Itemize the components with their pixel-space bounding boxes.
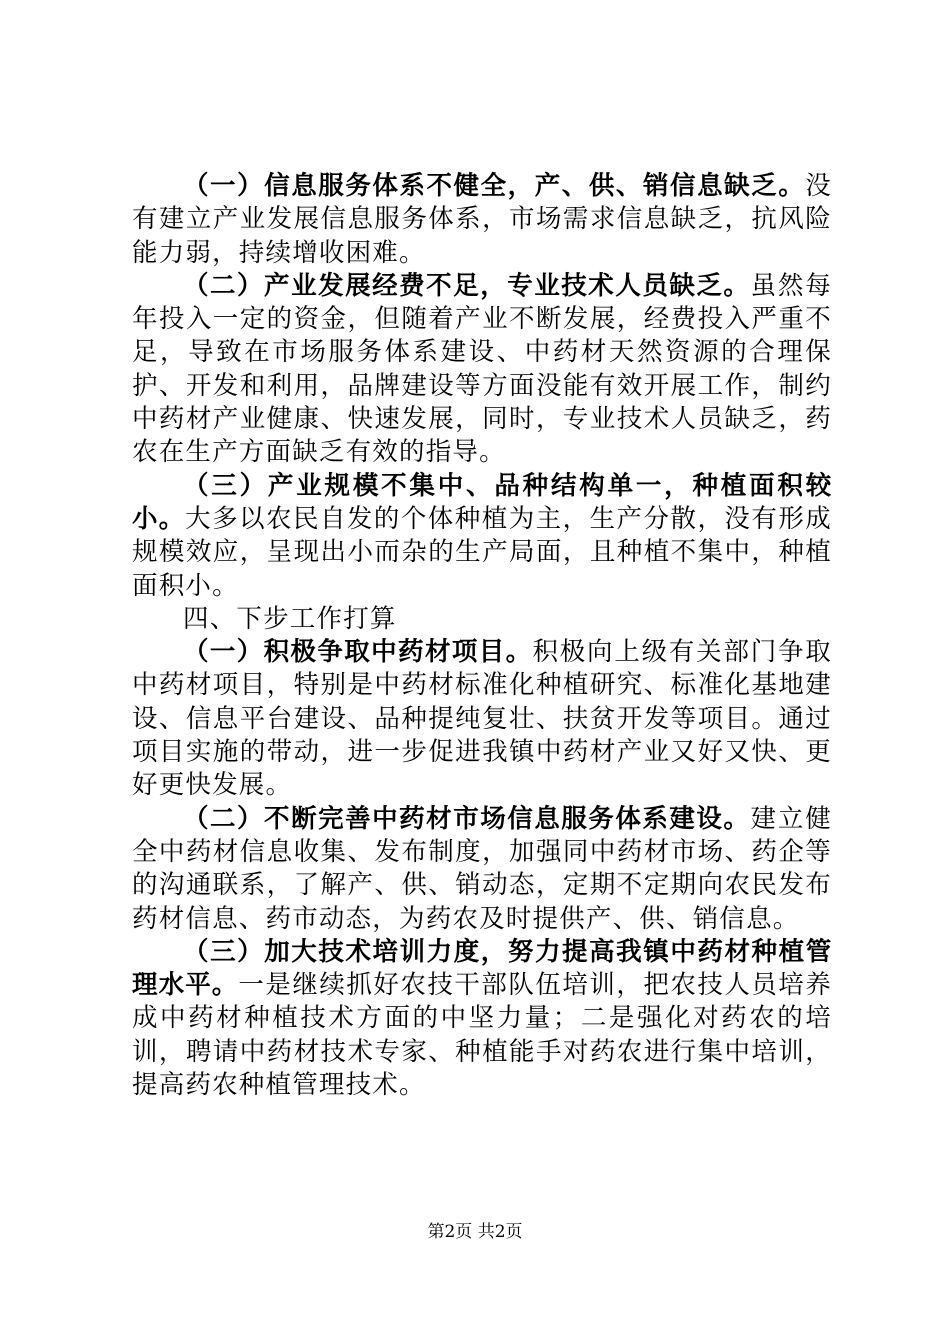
document-body — [132, 170, 832, 1102]
paragraph-technical-training — [132, 936, 832, 1102]
paragraph-lead: （二）不断完善中药材市场信息服务体系建设。 — [183, 803, 751, 834]
paragraph-seek-projects — [132, 636, 832, 802]
paragraph-lead: （一）信息服务体系不健全，产、供、销信息缺乏。 — [183, 171, 806, 201]
section-heading: 四、下步工作打算 — [183, 603, 397, 634]
paragraph-lead: （二）产业发展经费不足，专业技术人员缺乏。 — [183, 270, 751, 301]
paragraph-industry-scale — [132, 470, 832, 603]
paragraph-text: 建立健全中药材信息收集、发布制度，加强同中药材市场、药企等的沟通联系，了解产、供、销动态，定期不定期向农民发布药材信息、药市动态，为药农及时提供产、供、销信息。 — [132, 803, 832, 934]
paragraph-market-info-system — [132, 803, 832, 936]
paragraph-lead: （三）加大技术培训力度，努力提高我镇中药材种植管理水平。 — [132, 936, 832, 1001]
paragraph-text: 一是继续抓好农技干部队伍培训，把农技人员培养成中药材种植技术方面的中坚力量；二是强化对药农的培训，聘请中药材技术专家、种植能手对药农进行集中培训，提高药农种植管理技术。 — [132, 970, 832, 1101]
paragraph-text: 大多以农民自发的个体种植为主，生产分散，没有形成规模效应，呈现出小而杂的生产局面，且种植不集中，种植面积小。 — [132, 503, 832, 601]
paragraph-funding-shortage — [132, 270, 832, 470]
paragraph-text: 没有建立产业发展信息服务体系，市场需求信息缺乏，抗风险能力弱，持续增收困难。 — [132, 171, 832, 268]
paragraph-lead: （三）产业规模不集中、品种结构单一，种植面积较小。 — [132, 470, 832, 534]
paragraph-text: 虽然每年投入一定的资金，但随着产业不断发展，经费投入严重不足，导致在市场服务体系建设、中药材天然资源的合理保护、开发和利用，品牌建设等方面没能有效开展工作，制约中药材产业健康、快速发展，同时，专业技术人员缺乏，药农在生产方面缺乏有效的指导。 — [132, 270, 832, 468]
paragraph-information-service — [132, 170, 832, 270]
paragraph-lead: （一）积极争取中药材项目。 — [183, 637, 533, 668]
paragraph-text: 积极向上级有关部门争取中药材项目，特别是中药材标准化种植研究、标准化基地建设、信息平台建设、品种提纯复壮、扶贫开发等项目。通过项目实施的带动，进一步促进我镇中药材产业又好又快、更好更快发展。 — [132, 637, 833, 801]
page-footer: 第2页 共2页 — [427, 1222, 523, 1242]
